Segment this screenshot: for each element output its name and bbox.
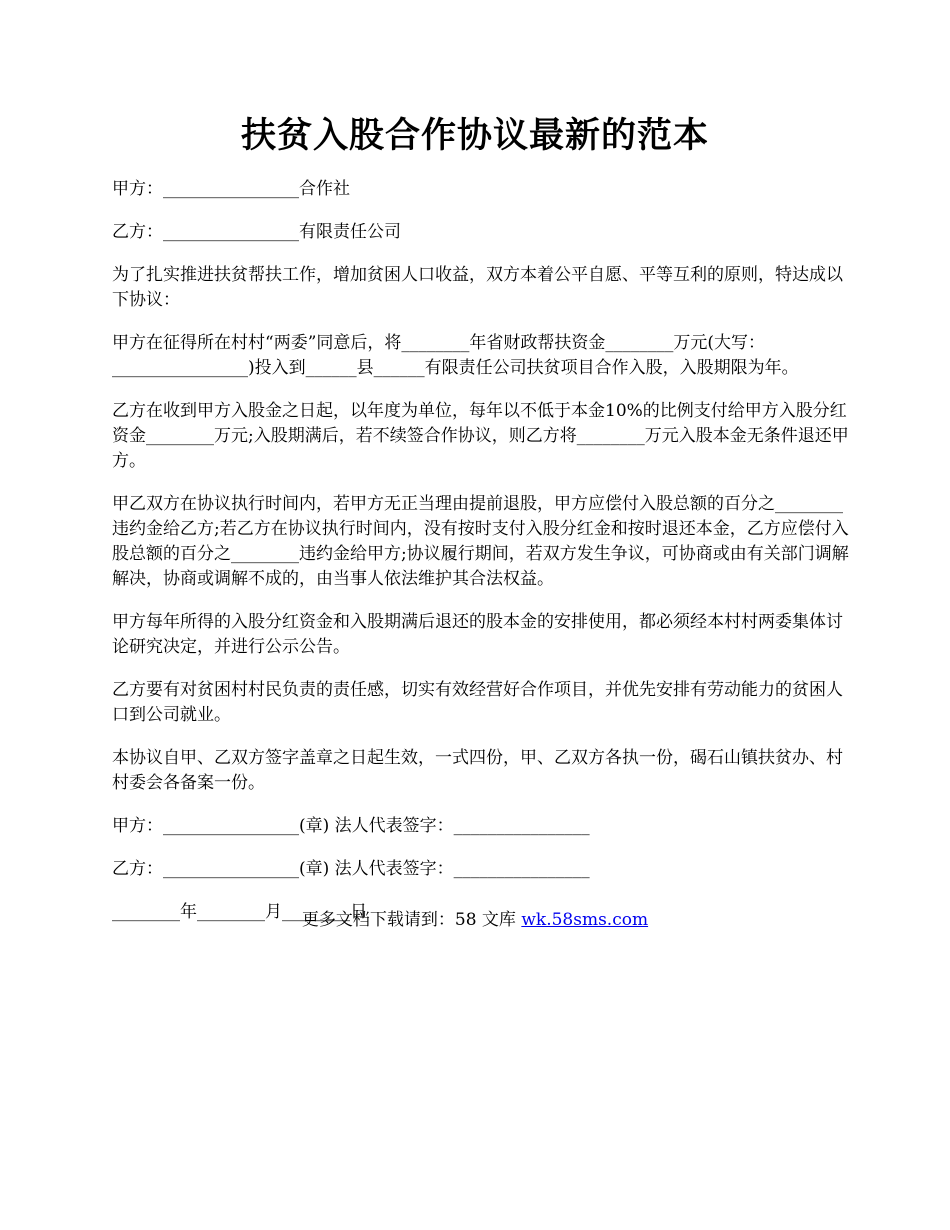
party-a-line: 甲方：________________合作社 — [112, 179, 350, 199]
penalty-clause: 甲乙双方在协议执行时间内，若甲方无正当理由提前退股，甲方应偿付入股总额的百分之________违约金给乙方;若乙方在协议执行时间内，没有按时支付入股分红金和按时退还本金，乙方应偿付入股总额的百分之________违约金给甲方;协议履行期间，若双方发生争议，可协商或由有关部门调解解决，协商或调解不成的，由当事人依法维护其合法权益。 — [112, 494, 849, 589]
preamble-paragraph: 为了扎实推进扶贫帮扶工作，增加贫困人口收益，双方本着公平自愿、平等互利的原则，特达成以下协议： — [112, 265, 843, 310]
date-line: ________年________月________日 — [112, 902, 367, 922]
party-b-line: 乙方：________________有限责任公司 — [112, 222, 401, 242]
footer-link[interactable]: wk.58sms.com — [521, 910, 649, 930]
document-body — [112, 177, 852, 943]
party-a-signature-line: 甲方：________________(章) 法人代表签字：________________ — [112, 816, 590, 836]
employment-clause: 乙方要有对贫困村村民负责的责任感，切实有效经营好合作项目，并优先安排有劳动能力的贫困人口到公司就业。 — [112, 680, 843, 725]
fund-usage-clause: 甲方每年所得的入股分红资金和入股期满后退还的股本金的安排使用，都必须经本村村两委集体讨论研究决定，并进行公示公告。 — [112, 612, 843, 657]
investment-clause: 甲方在征得所在村村“两委”同意后，将________年省财政帮扶资金________万元(大写：________________)投入到______县______有限责任公司扶贫项目合作入股，入股期限为年。 — [112, 333, 799, 378]
document-title: 扶贫入股合作协议最新的范本 — [240, 115, 709, 156]
effective-clause: 本协议自甲、乙双方签字盖章之日起生效，一式四份，甲、乙双方各执一份，碣石山镇扶贫办、村村委会各备案一份。 — [112, 748, 843, 793]
footer-prefix: 更多文档下载请到：58 文库 — [301, 910, 522, 930]
download-footer — [0, 908, 950, 933]
dividend-clause: 乙方在收到甲方入股金之日起，以年度为单位，每年以不低于本金10%的比例支付给甲方入股分红资金________万元;入股期满后，若不续签合作协议，则乙方将________万元入股本金无条件退还甲方。 — [112, 401, 849, 471]
party-b-signature-line: 乙方：________________(章) 法人代表签字：________________ — [112, 859, 590, 879]
